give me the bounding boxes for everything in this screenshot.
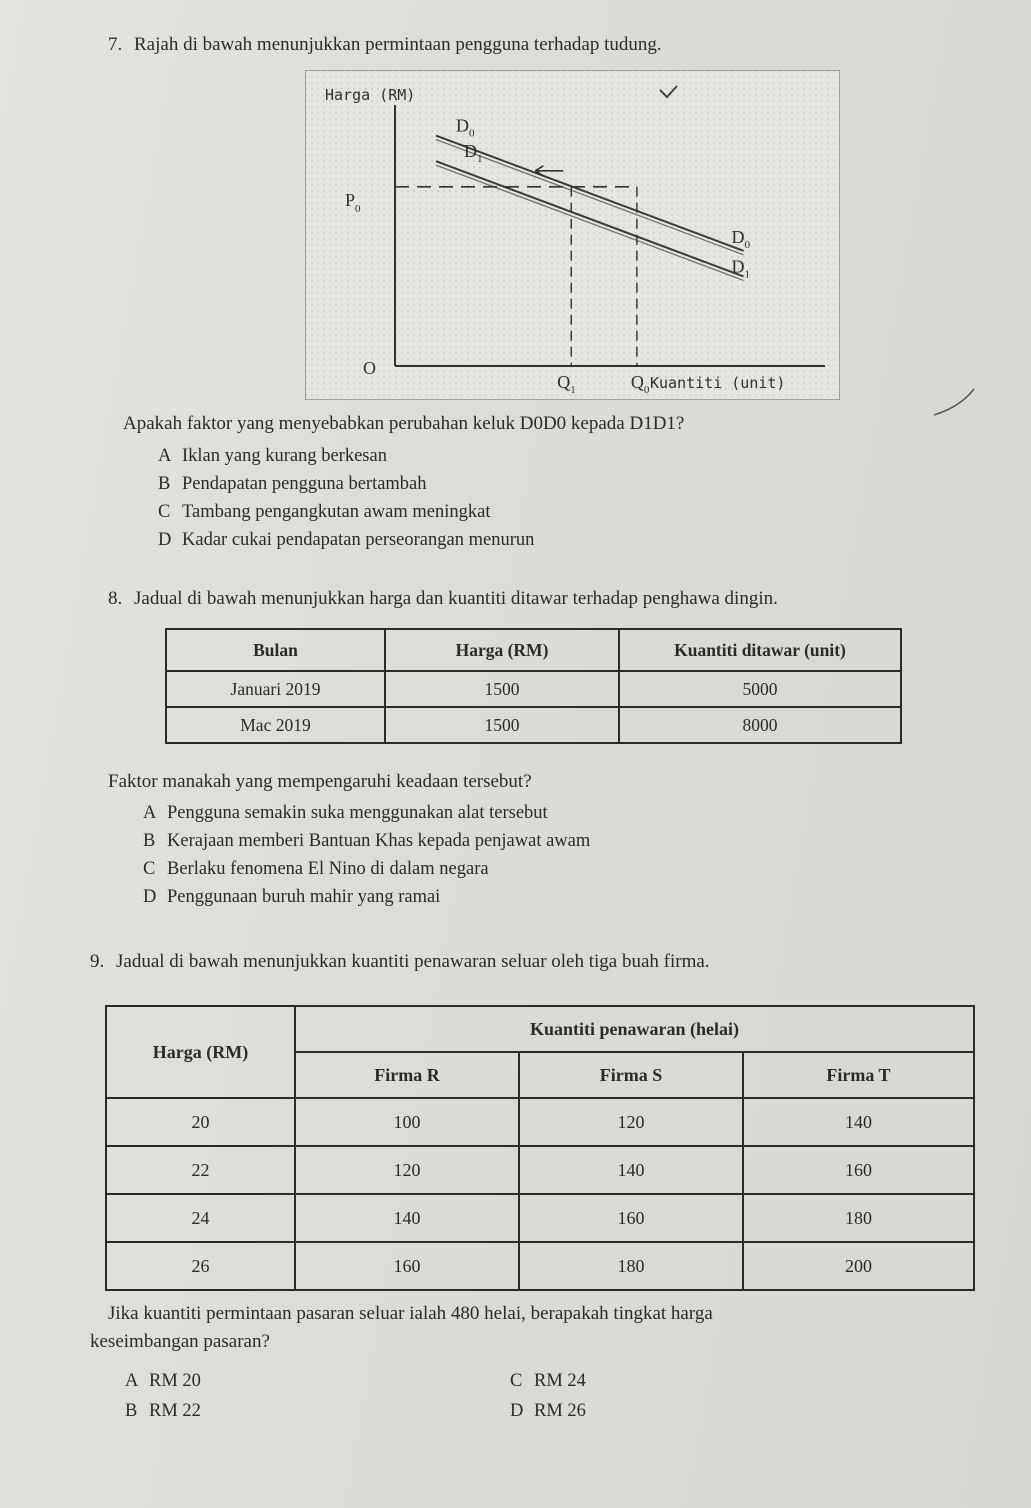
q7-prompt [108,34,662,56]
option-text: Pengguna semakin suka menggunakan alat tersebut [167,803,548,823]
option-letter: D [143,887,157,907]
table-cell: 5000 [619,671,901,707]
option-letter: B [143,831,156,851]
table-cell: 140 [743,1098,974,1146]
table-cell: 22 [106,1146,295,1194]
q9-question-line2: keseimbangan pasaran? [90,1331,270,1352]
table-cell: 160 [295,1242,519,1290]
table-cell: 180 [743,1194,974,1242]
table-cell: 20 [106,1098,295,1146]
option-letter: B [125,1401,138,1421]
q8-question: Faktor manakah yang mempengaruhi keadaan tersebut? [108,771,532,792]
option-letter: A [158,446,172,466]
table-header-cell: Harga (RM) [385,629,619,671]
table-header-cell: Harga (RM) [106,1006,295,1098]
option-letter: D [510,1401,524,1421]
table-cell: 100 [295,1098,519,1146]
x-axis-label: Kuantiti (unit) [650,374,786,392]
table-cell: 120 [519,1098,743,1146]
d0-end-letter: D [731,226,745,247]
option-text: RM 24 [534,1371,586,1391]
q7-question: Apakah faktor yang menyebabkan perubahan keluk D0D0 kepada D1D1? [123,413,685,434]
q7-prompt-text: Rajah di bawah menunjukkan permintaan pengguna terhadap tudung. [134,34,662,55]
option-letter: A [125,1371,139,1391]
option-letter: C [143,859,156,879]
option-text: Iklan yang kurang berkesan [182,446,387,466]
option-letter: D [158,530,172,550]
p0-letter: P [345,190,356,210]
d1-top-letter: D [464,141,477,162]
table-cell: 180 [519,1242,743,1290]
q8-prompt-text: Jadual di bawah menunjukkan harga dan kuantiti ditawar terhadap penghawa dingin. [134,588,778,609]
q9-number: 9. [90,951,105,972]
table-header-cell: Firma R [295,1052,519,1098]
option-text: Pendapatan pengguna bertambah [182,474,427,494]
table-cell: 140 [519,1146,743,1194]
option-text: Kerajaan memberi Bantuan Khas kepada penjawat awam [167,831,591,851]
option-text: RM 22 [149,1401,201,1421]
q8-table [165,628,902,744]
table-header-cell: Bulan [166,629,385,671]
q1-letter: Q [557,372,571,392]
d0-end-sub: 0 [744,238,750,251]
option-letter: C [510,1371,523,1391]
origin-label: O [363,358,376,378]
d1-end-sub: 1 [744,268,750,281]
table-header-cell: Firma T [743,1052,974,1098]
q8-option-a[interactable] [143,799,590,827]
chart-frame [305,70,840,400]
q7-option-c[interactable] [158,498,534,526]
table-cell: 26 [106,1242,295,1290]
table-row [166,707,901,743]
q8-number: 8. [108,588,123,609]
q8-option-b[interactable] [143,827,590,855]
table-cell: 140 [295,1194,519,1242]
table-header-cell: Kuantiti ditawar (unit) [619,629,901,671]
q8-options [143,799,590,911]
q7-option-b[interactable] [158,470,534,498]
option-letter: B [158,474,171,494]
d0-top-letter: D [456,115,469,136]
option-text: Penggunaan buruh mahir yang ramai [167,887,441,907]
q8-prompt [108,588,778,610]
q7-demand-chart [305,70,840,400]
option-letter: C [158,502,171,522]
option-text: Berlaku fenomena El Nino di dalam negara [167,859,489,879]
q9-table [105,1005,975,1291]
table-cell: 200 [743,1242,974,1290]
option-text: RM 26 [534,1401,586,1421]
q9-option-c[interactable] [510,1366,586,1396]
q0-letter: Q [630,372,644,392]
y-axis-label: Harga (RM) [325,86,416,104]
option-text: RM 20 [149,1371,201,1391]
table-cell: 160 [519,1194,743,1242]
table-cell: Januari 2019 [166,671,385,707]
table-cell: 160 [743,1146,974,1194]
q9-question-line1: Jika kuantiti permintaan pasaran seluar ialah 480 helai, berapakah tingkat harga [108,1303,713,1324]
pen-stroke-mark [930,385,980,425]
table-header-group: Kuantiti penawaran (helai) [295,1006,974,1052]
p0-sub: 0 [355,203,361,215]
table-cell: 24 [106,1194,295,1242]
table-cell: Mac 2019 [166,707,385,743]
d0-top-sub: 0 [469,127,475,140]
q7-chart-svg [305,70,840,400]
q7-options [158,442,534,554]
q9-option-a[interactable] [125,1366,201,1396]
q9-option-d[interactable] [510,1396,586,1426]
q7-option-d[interactable] [158,526,534,554]
d1-top-sub: 1 [477,153,483,166]
q9-options-right [510,1366,586,1426]
d1-end-letter: D [731,256,745,277]
table-header-cell: Firma S [519,1052,743,1098]
table-cell: 1500 [385,707,619,743]
q9-option-b[interactable] [125,1396,201,1426]
q7-number: 7. [108,34,123,55]
table-header-row [166,629,901,671]
table-row [106,1098,974,1146]
q0-sub: 0 [643,384,650,396]
table-cell: 8000 [619,707,901,743]
table-cell: 1500 [385,671,619,707]
option-text: Tambang pengangkutan awam meningkat [182,502,491,522]
option-text: Kadar cukai pendapatan perseorangan menurun [182,530,535,550]
q9-options-left [125,1366,201,1426]
q8-option-c[interactable] [143,855,590,883]
table-row [166,671,901,707]
q7-option-a[interactable] [158,442,534,470]
table-row [106,1194,974,1242]
option-letter: A [143,803,157,823]
q9-prompt-text: Jadual di bawah menunjukkan kuantiti penawaran seluar oleh tiga buah firma. [116,951,710,972]
q1-sub: 1 [570,384,576,396]
q8-option-d[interactable] [143,883,590,911]
table-cell: 120 [295,1146,519,1194]
q9-prompt [90,951,710,973]
table-header-row [106,1006,974,1052]
table-row [106,1146,974,1194]
table-row [106,1242,974,1290]
